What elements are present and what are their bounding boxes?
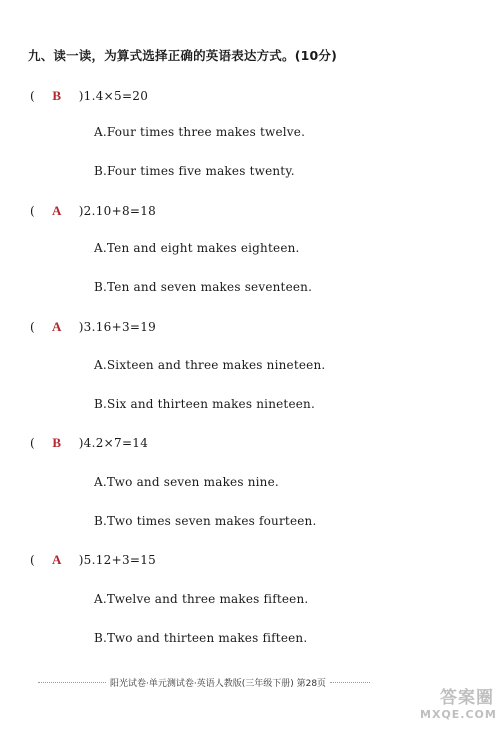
answer-2: A — [51, 203, 62, 218]
expression-5: )5.12+3=15 — [78, 553, 157, 567]
watermark-top: 答案圈 — [440, 688, 494, 708]
section-heading: 九、读一读，为算式选择正确的英语表达方式。(10分) — [28, 48, 338, 63]
question-4 — [30, 435, 148, 451]
open-paren: ( — [30, 320, 35, 334]
option-4b: B.Two times seven makes fourteen. — [94, 514, 317, 528]
watermark-logo — [420, 688, 497, 726]
open-paren: ( — [30, 553, 35, 567]
answer-5: A — [51, 552, 62, 567]
option-3b: B.Six and thirteen makes nineteen. — [94, 397, 315, 411]
question-3 — [30, 319, 156, 335]
footer-dots-left — [38, 682, 106, 683]
option-1b: B.Four times five makes twenty. — [94, 164, 295, 178]
footer-dots-right — [330, 682, 370, 683]
expression-4: )4.2×7=14 — [78, 436, 149, 450]
option-5a: A.Twelve and three makes fifteen. — [94, 592, 309, 606]
expression-1: )1.4×5=20 — [78, 89, 149, 103]
option-3a: A.Sixteen and three makes nineteen. — [94, 358, 326, 372]
answer-3: A — [51, 319, 62, 334]
option-2a: A.Ten and eight makes eighteen. — [94, 241, 300, 255]
question-2 — [30, 203, 156, 219]
page-footer — [34, 676, 434, 689]
option-1a: A.Four times three makes twelve. — [94, 125, 306, 139]
open-paren: ( — [30, 89, 35, 103]
open-paren: ( — [30, 204, 35, 218]
expression-2: )2.10+8=18 — [78, 204, 157, 218]
question-5 — [30, 552, 156, 568]
option-4a: A.Two and seven makes nine. — [94, 475, 279, 489]
question-1 — [30, 88, 148, 104]
option-2b: B.Ten and seven makes seventeen. — [94, 280, 313, 294]
option-5b: B.Two and thirteen makes fifteen. — [94, 631, 308, 645]
footer-text: 阳光试卷·单元测试卷·英语人教版(三年级下册) 第28页 — [110, 679, 327, 689]
expression-3: )3.16+3=19 — [78, 320, 157, 334]
open-paren: ( — [30, 436, 35, 450]
answer-1: B — [52, 88, 62, 103]
answer-4: B — [52, 435, 62, 450]
watermark-bottom: MXQE.COM — [420, 708, 497, 721]
